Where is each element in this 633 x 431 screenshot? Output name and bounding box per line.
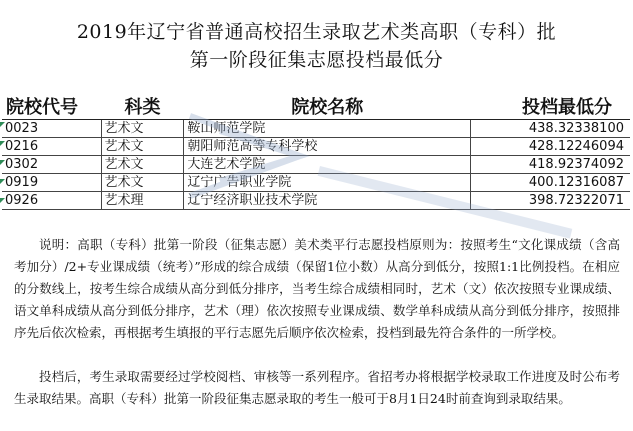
cell-school-name: 大连艺术学院 — [184, 156, 471, 174]
cell-school-code: 0302 — [2, 156, 101, 174]
cell-marker-icon — [0, 198, 5, 203]
cell-school-code: 0926 — [2, 192, 101, 210]
table-row — [2, 156, 630, 174]
header-subject: 科类 — [101, 92, 184, 120]
cell-marker-icon — [0, 160, 5, 165]
cell-school-code: 0216 — [2, 138, 101, 156]
cell-min-score: 428.12246094 — [471, 138, 630, 156]
page-title-line-2: 第一阶段征集志愿投档最低分 — [189, 49, 444, 71]
cell-subject: 艺术文 — [101, 120, 184, 138]
header-school-code: 院校代号 — [2, 92, 101, 120]
cell-school-name: 朝阳师范高等专科学校 — [184, 138, 471, 156]
cell-school-code: 0919 — [2, 174, 101, 192]
page-title-line-1: 2019年辽宁省普通高校招生录取艺术类高职（专科）批 — [76, 21, 557, 43]
cell-min-score: 418.92374092 — [471, 156, 630, 174]
cell-subject: 艺术理 — [101, 192, 184, 210]
header-school-name: 院校名称 — [184, 92, 471, 120]
cell-marker-icon — [0, 122, 5, 127]
cell-subject: 艺术文 — [101, 174, 184, 192]
table-row — [2, 174, 630, 192]
cell-min-score: 398.72322071 — [471, 192, 630, 210]
cell-min-score: 438.32338100 — [471, 120, 630, 138]
table-row — [2, 138, 630, 156]
cell-school-name: 辽宁经济职业技术学院 — [184, 192, 471, 210]
cell-marker-icon — [0, 141, 5, 146]
cell-school-name: 鞍山师范学院 — [184, 120, 471, 138]
note-paragraph-1: 说明：高职（专科）批第一阶段（征集志愿）美术类平行志愿投档原则为：按照考生“文化课成绩（含高考加分）/2+专业课成绩（统考）”形成的综合成绩（保留1位小数）从高分到低分，按照1:1比例投档。在相应的分数线上，按考生综合成绩从高分到低分排序，当考生综合成绩相同时，艺术（文）依次按照专业课成绩、语文单科成绩从高分到低分排序，艺术（理）依次按照专业课成绩、数学单科成绩从高分到低分排序，按照排序先后依次检索，再根据考生填报的平行志愿先后顺序依次检索，投档到最先符合条件的一所学校。 — [14, 237, 620, 340]
cell-min-score: 400.12316087 — [471, 174, 630, 192]
table-row — [2, 120, 630, 138]
cell-subject: 艺术文 — [101, 138, 184, 156]
note-paragraph-2: 投档后，考生录取需要经过学校阅档、审核等一系列程序。省招考办将根据学校录取工作进度及时公布考生录取结果。高职（专科）批第一阶段征集志愿录取的考生一般可于8月1日24时前查询到录取结果。 — [14, 369, 620, 406]
table-row — [2, 192, 630, 210]
header-min-score: 投档最低分 — [471, 92, 630, 120]
table-header-row — [2, 92, 630, 120]
score-table — [2, 92, 630, 210]
cell-school-code: 0023 — [2, 120, 101, 138]
cell-school-name: 辽宁广告职业学院 — [184, 174, 471, 192]
cell-marker-icon — [0, 179, 5, 184]
cell-subject: 艺术文 — [101, 156, 184, 174]
